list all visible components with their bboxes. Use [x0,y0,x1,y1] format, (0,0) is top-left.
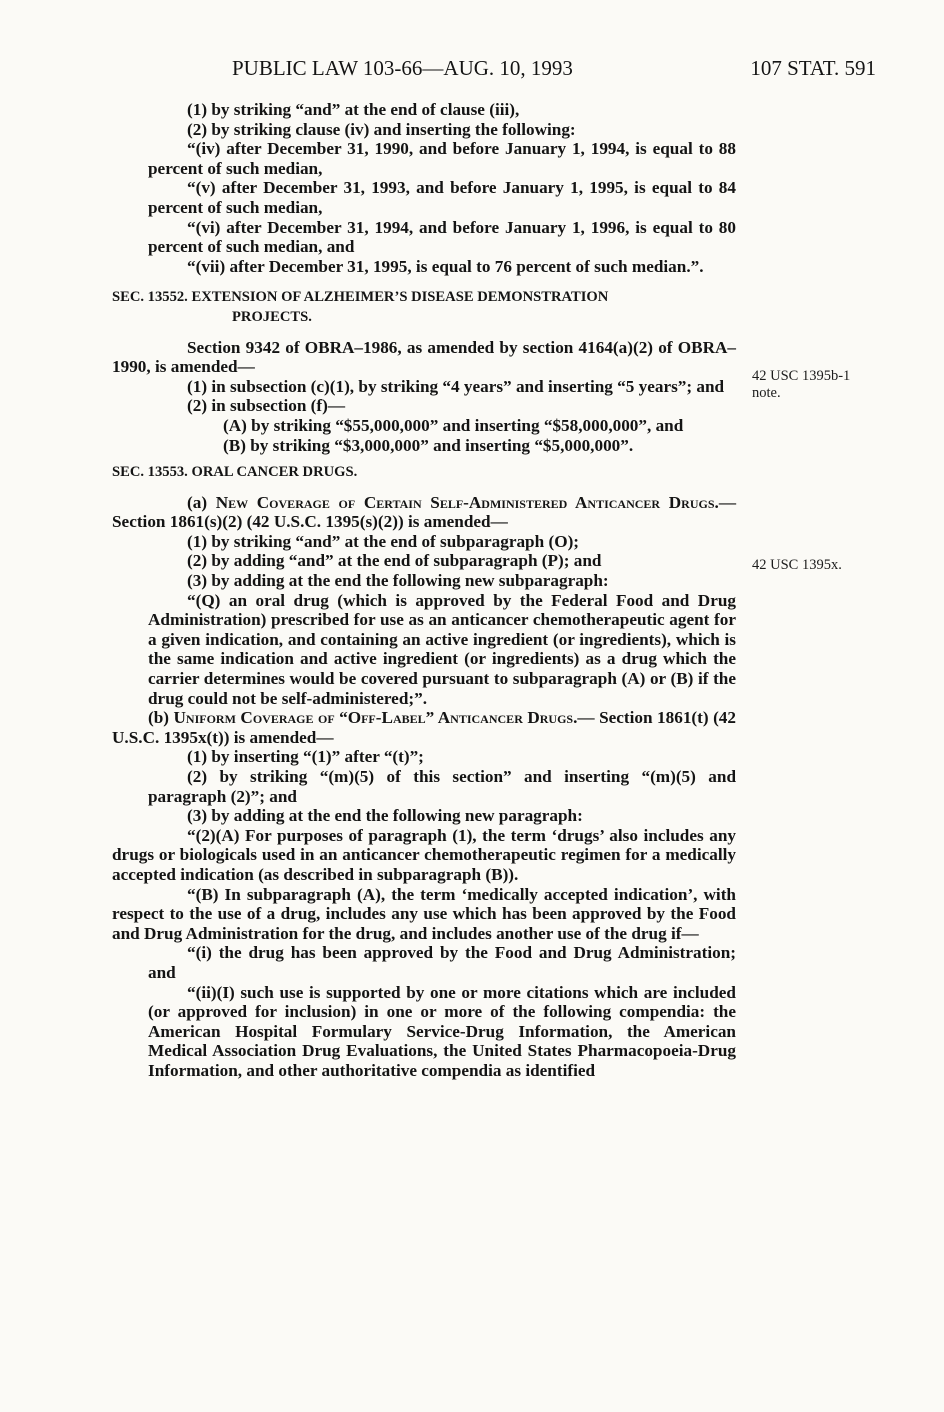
paragraph: (1) by striking “and” at the end of clause (iii), [187,100,520,119]
subsection-a [112,493,736,532]
subsection-a-text: —Section 1861(s)(2) (42 U.S.C. 1395(s)(2)) is amended— [112,492,736,532]
subsection-b-label: (b) [148,708,170,728]
subsection-b-heading: Uniform Coverage of “Off-Label” Anticancer Drugs. [173,708,578,728]
paragraph: “(iv) after December 31, 1990, and before January 1, 1994, is equal to 88 percent of such median, [148,139,736,178]
paragraph: “(2)(A) For purposes of paragraph (1), the term ‘drugs’ also includes any drugs or biologicals used in an anticancer chemotherapeutic regimen for a medically accepted indication (as described in subparagraph (B)). [112,825,736,884]
section-heading-13552-cont: PROJECTS. [232,308,312,325]
paragraph: (1) by striking “and” at the end of subparagraph (O); [187,531,580,551]
paragraph: (3) by adding at the end the following new subparagraph: [187,571,609,591]
margin-note-usc-1395b-1: 42 USC 1395b-1 [752,368,851,384]
paragraph: (2) by striking “(m)(5) of this section” and inserting “(m)(5) and paragraph (2)”; and [148,767,736,806]
paragraph: Section 9342 of OBRA–1986, as amended by section 4164(a)(2) of OBRA–1990, is amended— [112,337,736,377]
subsection-b-text: — Section 1861(t) (42 U.S.C. 1395x(t)) is amended— [112,708,736,747]
header-title: PUBLIC LAW 103-66—AUG. 10, 1993 [232,56,573,80]
paragraph: (2) by striking clause (iv) and inserting the following: [187,119,576,139]
subsection-a-heading: New Coverage of Certain Self-Administered Anticancer Drugs. [215,492,719,512]
paragraph: (3) by adding at the end the following new paragraph: [187,806,583,826]
section-heading-13553: SEC. 13553. ORAL CANCER DRUGS. [112,464,358,481]
paragraph: “(vi) after December 31, 1994, and before January 1, 1996, is equal to 80 percent of such median, and [148,217,736,257]
paragraph: “(Q) an oral drug (which is approved by the Federal Food and Drug Administration) prescribed for use as an anticancer chemotherapeutic agent for a given indication, and containing an active ingredient (or ingredients), which is the same indication and active ingredient (or ingredients) as a drug which the carrier determines would be covered pursuant to subparagraph (A) or (B) if the drug could not be self-administered;”. [148,590,736,708]
subsection-a-label: (a) [187,492,208,512]
paragraph: (2) by adding “and” at the end of subparagraph (P); and [187,551,602,571]
paragraph: (A) by striking “$55,000,000” and inserting “$58,000,000”, and [223,415,684,435]
margin-note-usc-1395x: 42 USC 1395x. [752,557,842,573]
header-stat-citation: 107 STAT. 591 [750,56,876,80]
paragraph: (1) in subsection (c)(1), by striking “4 years” and inserting “5 years”; and [187,376,725,396]
paragraph: “(v) after December 31, 1993, and before January 1, 1995, is equal to 84 percent of such median, [148,178,736,217]
margin-note-note: note. [752,385,781,401]
paragraph: “(B) In subparagraph (A), the term ‘medically accepted indication’, with respect to the use of a drug, includes any use which has been approved by the Food and Drug Administration for the drug, and includes another use of the drug if— [112,884,736,943]
paragraph: (2) in subsection (f)— [187,396,346,416]
section-heading-13552: SEC. 13552. EXTENSION OF ALZHEIMER’S DISEASE DEMONSTRATION [112,289,609,306]
paragraph: (1) by inserting “(1)” after “(t)”; [187,747,424,767]
page-header [232,56,876,86]
document-body [112,100,736,1081]
subsection-b [112,708,736,747]
paragraph: “(ii)(I) such use is supported by one or more citations which are included (or approved for inclusion) in one or more of the following compendia: the American Hospital Formulary Service-Drug Information, the American Medical Association Drug Evaluations, the United States Pharmacopoeia-Drug Information, and other authoritative compendia as identified [148,982,736,1080]
paragraph: (B) by striking “$3,000,000” and inserting “$5,000,000”. [223,435,634,455]
paragraph: “(vii) after December 31, 1995, is equal to 76 percent of such median.”. [187,256,704,276]
paragraph: “(i) the drug has been approved by the Food and Drug Administration; and [148,943,736,982]
